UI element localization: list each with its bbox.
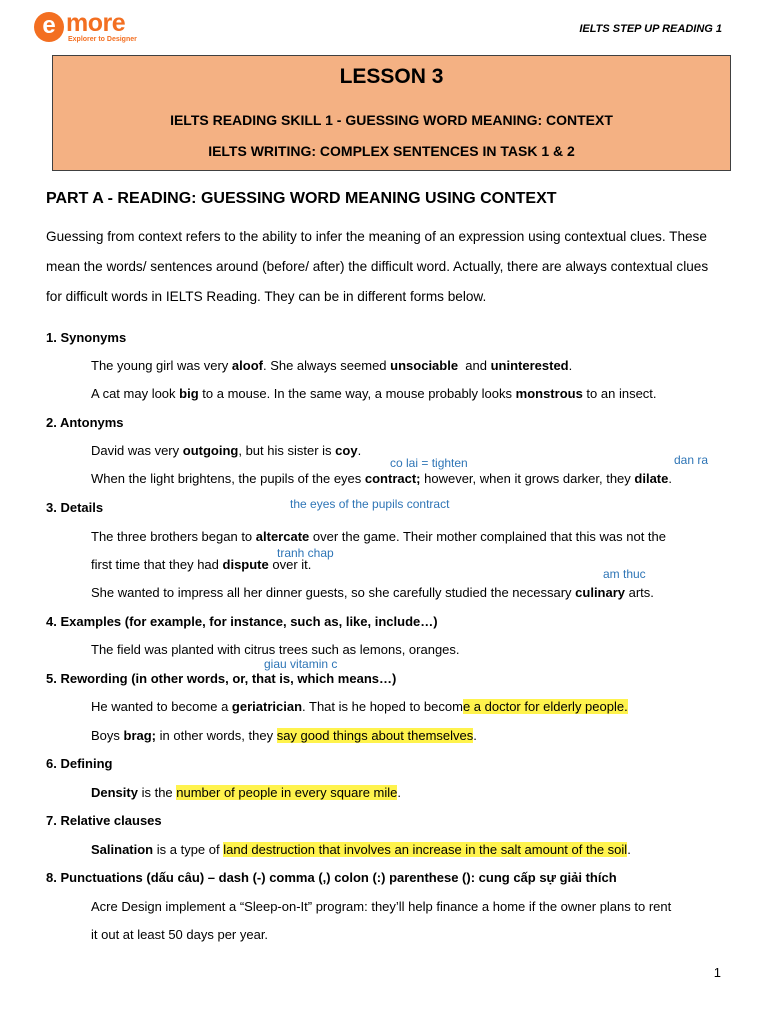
- handwritten-note: tranh chap: [277, 546, 334, 560]
- handwritten-note: the eyes of the pupils contract: [290, 497, 450, 511]
- course-header: IELTS STEP UP READING 1: [579, 23, 722, 35]
- keyword: dilate: [634, 471, 669, 486]
- text: When the light brightens, the pupils of the eyes: [91, 471, 365, 486]
- text: to a mouse. In the same way, a mouse probably looks: [198, 386, 516, 401]
- logo-word: more: [66, 9, 126, 37]
- text: is the: [137, 785, 177, 800]
- keyword: uninterested: [490, 358, 569, 373]
- example-punctuation-2: [91, 927, 268, 942]
- text: .: [568, 358, 573, 373]
- banner-line-2: IELTS WRITING: COMPLEX SENTENCES IN TASK 1 & 2: [208, 143, 575, 159]
- section-relative-clauses: 7. Relative clauses: [46, 813, 162, 828]
- text: The young girl was very: [91, 358, 232, 373]
- keyword: aloof: [231, 358, 263, 373]
- intro-paragraph: Guessing from context refers to the ability to infer the meaning of an expression using contextual clues. These mean the words/ sentences around (before/ after) the difficult word. Actually, there are always contextual clues for difficult words in IELTS Reading. They can be in different forms below.: [46, 229, 709, 304]
- text: to an insect.: [582, 386, 657, 401]
- keyword: Salination: [91, 842, 154, 857]
- section-details: 3. Details: [46, 500, 104, 515]
- text: A cat may look: [91, 386, 180, 401]
- keyword: coy: [335, 443, 358, 458]
- text: however, when it grows darker, they: [420, 471, 635, 486]
- banner-line-1: IELTS READING SKILL 1 - GUESSING WORD MEANING: CONTEXT: [170, 112, 613, 128]
- handwritten-note: dan ra: [674, 453, 709, 467]
- text: .: [397, 785, 402, 800]
- text: She wanted to impress all her dinner guests, so she carefully studied the necessary: [91, 585, 576, 600]
- page-number: 1: [713, 965, 721, 980]
- keyword: culinary: [575, 585, 626, 600]
- example-antonym-2: [91, 471, 672, 486]
- keyword: Density: [91, 785, 138, 800]
- section-defining: 6. Defining: [46, 756, 113, 771]
- example-punctuation-1: [91, 899, 671, 914]
- example-synonym-2: [91, 386, 657, 401]
- text: it out at least 50 days per year.: [91, 927, 269, 942]
- text: .: [627, 842, 631, 857]
- text: first time that they had: [91, 557, 223, 572]
- text: over it.: [268, 557, 312, 572]
- section-synonyms: 1. Synonyms: [46, 330, 127, 345]
- text: is a type of: [153, 842, 224, 857]
- keyword: outgoing: [182, 443, 239, 458]
- section-punctuations: 8. Punctuations (dấu câu) – dash (-) comma (,) colon (:) parenthese (): cung cấp sự giải thích: [46, 870, 617, 885]
- example-defining-1: [91, 785, 401, 800]
- text: He wanted to become a: [91, 699, 232, 714]
- logo-e-mark: e: [34, 12, 64, 42]
- example-synonym-1: [91, 358, 572, 373]
- example-details-2: [91, 557, 311, 572]
- keyword: altercate: [255, 529, 310, 544]
- text: .: [357, 443, 362, 458]
- keyword: brag;: [123, 728, 157, 743]
- keyword: monstrous: [515, 386, 583, 401]
- keyword: unsociable: [390, 358, 459, 373]
- example-antonym-1: [91, 443, 361, 458]
- highlighted-text: say good things about themselves: [276, 728, 474, 743]
- keyword: dispute: [222, 557, 269, 572]
- lesson-title: LESSON 3: [339, 65, 444, 88]
- handwritten-note: am thuc: [603, 567, 646, 581]
- section-rewording: 5. Rewording (in other words, or, that is, which means…): [46, 671, 397, 686]
- highlighted-text: number of people in every square mile: [176, 785, 398, 800]
- part-a-title: PART A - READING: GUESSING WORD MEANING USING CONTEXT: [46, 190, 557, 207]
- handwritten-note: co lai = tighten: [390, 456, 468, 470]
- text: The three brothers began to: [91, 529, 256, 544]
- text: . That is he hoped to becom: [302, 699, 463, 714]
- example-details-3: [91, 585, 654, 600]
- text: over the game. Their mother complained that this was not the: [309, 529, 666, 544]
- keyword: big: [179, 386, 199, 401]
- text: . She always seemed: [262, 358, 391, 373]
- text: .: [668, 471, 672, 486]
- section-examples: 4. Examples (for example, for instance, such as, like, include…): [46, 614, 438, 629]
- text: .: [473, 728, 477, 743]
- handwritten-note: giau vitamin c: [264, 657, 338, 671]
- text: in other words, they: [156, 728, 277, 743]
- highlighted-text: e a doctor for elderly people.: [462, 699, 628, 714]
- text: Boys: [91, 728, 124, 743]
- text: and: [458, 358, 491, 373]
- lesson-banner: [52, 55, 731, 171]
- example-examples-1: [91, 642, 460, 657]
- example-rewording-2: [91, 728, 477, 743]
- logo-tagline: Explorer to Designer: [68, 36, 137, 43]
- text: , but his sister is: [238, 443, 336, 458]
- keyword: contract;: [364, 471, 421, 486]
- text: The field was planted with citrus trees such as lemons, oranges.: [91, 642, 460, 657]
- text: Acre Design implement a “Sleep-on-It” program: they’ll help finance a home if the owner plans to rent: [91, 899, 672, 914]
- keyword: geriatrician: [231, 699, 303, 714]
- example-details-1: [91, 529, 666, 544]
- text: arts.: [625, 585, 654, 600]
- example-relative-1: [91, 842, 631, 857]
- section-antonyms: 2. Antonyms: [46, 415, 124, 430]
- example-rewording-1: [91, 699, 628, 714]
- highlighted-text: land destruction that involves an increase in the salt amount of the soil: [223, 842, 628, 857]
- text: David was very: [91, 443, 183, 458]
